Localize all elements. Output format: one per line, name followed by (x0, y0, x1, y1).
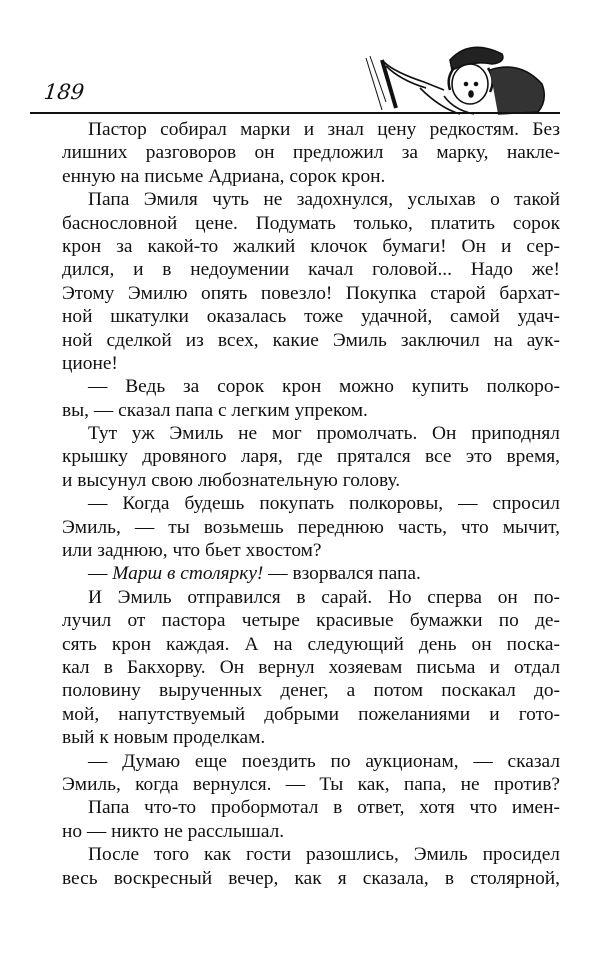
text-line: ной сделкой из всех, какие Эмиль заключил на аук- (62, 329, 560, 351)
text-line: лишних разговоров он предложил за марку, накле- (62, 142, 560, 164)
text-line: И Эмиль отправился в сарай. Но сперва он по- (88, 586, 560, 608)
text-line: Пастор собирал марки и знал цену редкостям. Без (88, 119, 560, 140)
text-line: крон за какой-то жалкий клочок бумаги! Он и сер- (62, 235, 560, 257)
text-line: половину вырученных денег, а потом поскакал до- (62, 680, 560, 702)
text-line (62, 562, 560, 585)
text-line: кал в Бакхорву. Он вернул хозяевам письма и отдал (62, 656, 560, 678)
text-line: весь воскресный вечер, как я сказала, в столярной, (62, 867, 560, 889)
text-line: — Думаю еще поездить по аукционам, — сказал (88, 750, 560, 772)
italic-speech: Марш в столярку! (112, 563, 264, 585)
text-line: но — никто не расслышал. (62, 820, 285, 842)
text-line: енную на письме Адриана, сорок крон. (62, 165, 386, 187)
text-line: Этому Эмилю опять повезло! Покупка старой бархат- (62, 282, 560, 304)
text-line: — Когда будешь покупать полкоровы, — спросил (88, 493, 560, 515)
text-line: После того как гости разошлись, Эмиль просидел (88, 844, 560, 866)
text-line: вы, — сказал папа с легким упреком. (62, 399, 368, 421)
emil-illustration (360, 40, 560, 115)
text-line: вый к новым проделкам. (62, 727, 266, 749)
text-line: Эмиль, — ты возьмешь переднюю часть, что мычит, (62, 516, 560, 538)
text-line: Папа что-то пробормотал в ответ, хотя что имен- (88, 797, 560, 819)
text-line: мой, напутствуемый добрыми пожеланиями и гото- (62, 703, 560, 725)
page-number: 189 (42, 80, 86, 104)
text-line: дился, и в недоумении качал головой... Надо же! (62, 259, 560, 281)
text-line: лучил от пастора четыре красивые бумажки по де- (62, 610, 560, 632)
text-line: крышку дровяного ларя, где прятался все это время, (62, 446, 560, 468)
body-text (62, 118, 560, 890)
text-span: — взорвался папа. (263, 563, 421, 585)
text-line: Эмиль, когда вернулся. — Ты как, папа, не против? (62, 773, 560, 795)
header-rule (30, 112, 560, 114)
text-line: баснословной цене. Подумать только, платить сорок (62, 212, 560, 234)
text-line: и высунул свою любознательную голову. (62, 469, 401, 491)
text-line: ционе! (62, 352, 118, 374)
text-line: или заднюю, что бьет хвостом? (62, 540, 322, 562)
text-line: ной шкатулки оказалась тоже удачной, самой удач- (62, 306, 560, 328)
text-line: Папа Эмиля чуть не задохнулся, услыхав о такой (88, 189, 560, 211)
text-span: — (88, 563, 113, 585)
text-line: Тут уж Эмиль не мог промолчать. Он приподнял (88, 423, 560, 445)
text-line: — Ведь за сорок крон можно купить полкоро- (88, 376, 560, 398)
text-line: сять крон каждая. А на следующий день он поска- (62, 633, 560, 655)
